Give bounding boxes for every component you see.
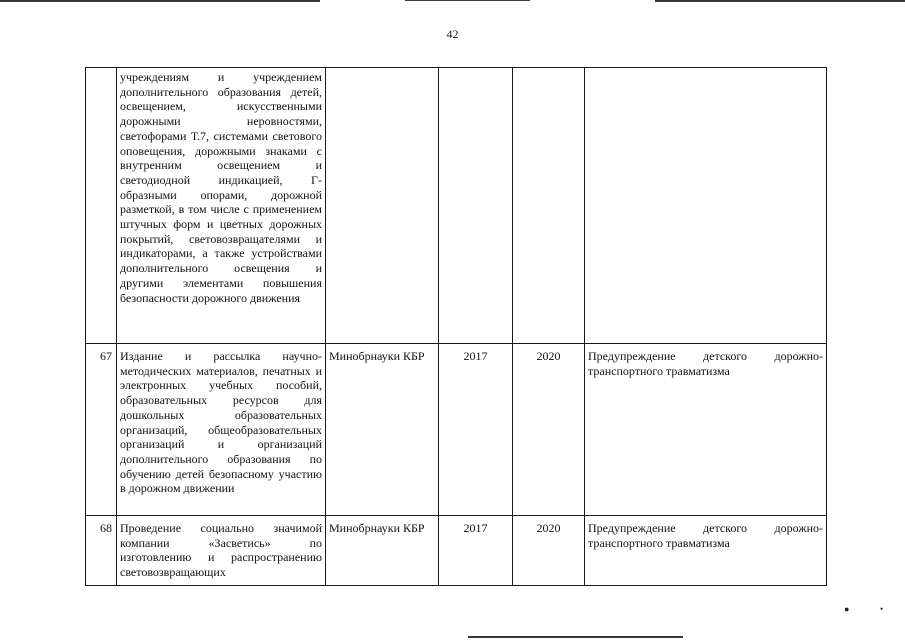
expected-result xyxy=(585,68,827,344)
expected-result: Предупреждение детского дорожно-транспортного травматизма xyxy=(585,344,827,516)
scan-artifact-top-middle xyxy=(405,0,530,1)
start-year: 2017 xyxy=(439,516,513,586)
scan-speck-right: • xyxy=(880,604,884,614)
start-year xyxy=(439,68,513,344)
page-number: 42 xyxy=(446,27,459,41)
scan-speck-left: ● xyxy=(844,604,850,614)
table-row xyxy=(86,516,827,586)
end-year: 2020 xyxy=(513,344,585,516)
scan-artifact-top-right xyxy=(655,0,905,2)
table-row xyxy=(86,344,827,516)
measure-description: учреждениям и учреждением дополнительного образования детей, освещением, искусственными дорожными неровностями, светофорами Т.7, системами светового оповещения, дорожными знаками с внутренним освещением и светодиодной индикацией, Г-образными опорами, дорожной разметкой, в том числе с применением штучных форм и цветных дорожных покрытий, световозвращателями и индикаторами, а также устройствами дополнительного освещения и другими элементами повышения безопасности дорожного движения xyxy=(117,68,326,344)
executor: Минобрнауки КБР xyxy=(326,344,439,516)
row-number: 68 xyxy=(86,516,117,586)
expected-result: Предупреждение детского дорожно-транспортного травматизма xyxy=(585,516,827,586)
start-year: 2017 xyxy=(439,344,513,516)
end-year: 2020 xyxy=(513,516,585,586)
row-number xyxy=(86,68,117,344)
measure-description: Издание и рассылка научно-методических материалов, печатных и электронных учебных пособий, образовательных ресурсов для дошкольных образовательных организаций, общеобразовательных организаций и организаций дополнительного образования по обучению детей безопасному участию в дорожном движении xyxy=(117,344,326,516)
table-row xyxy=(86,68,827,344)
executor: Минобрнауки КБР xyxy=(326,516,439,586)
scan-artifact-top-left xyxy=(0,0,320,2)
end-year xyxy=(513,68,585,344)
row-number: 67 xyxy=(86,344,117,516)
measure-description: Проведение социально значимой компании «Засветись» по изготовлению и распространению световозвращающих xyxy=(117,516,326,586)
executor xyxy=(326,68,439,344)
scan-artifact-bottom xyxy=(468,636,683,638)
measures-table xyxy=(85,67,827,586)
